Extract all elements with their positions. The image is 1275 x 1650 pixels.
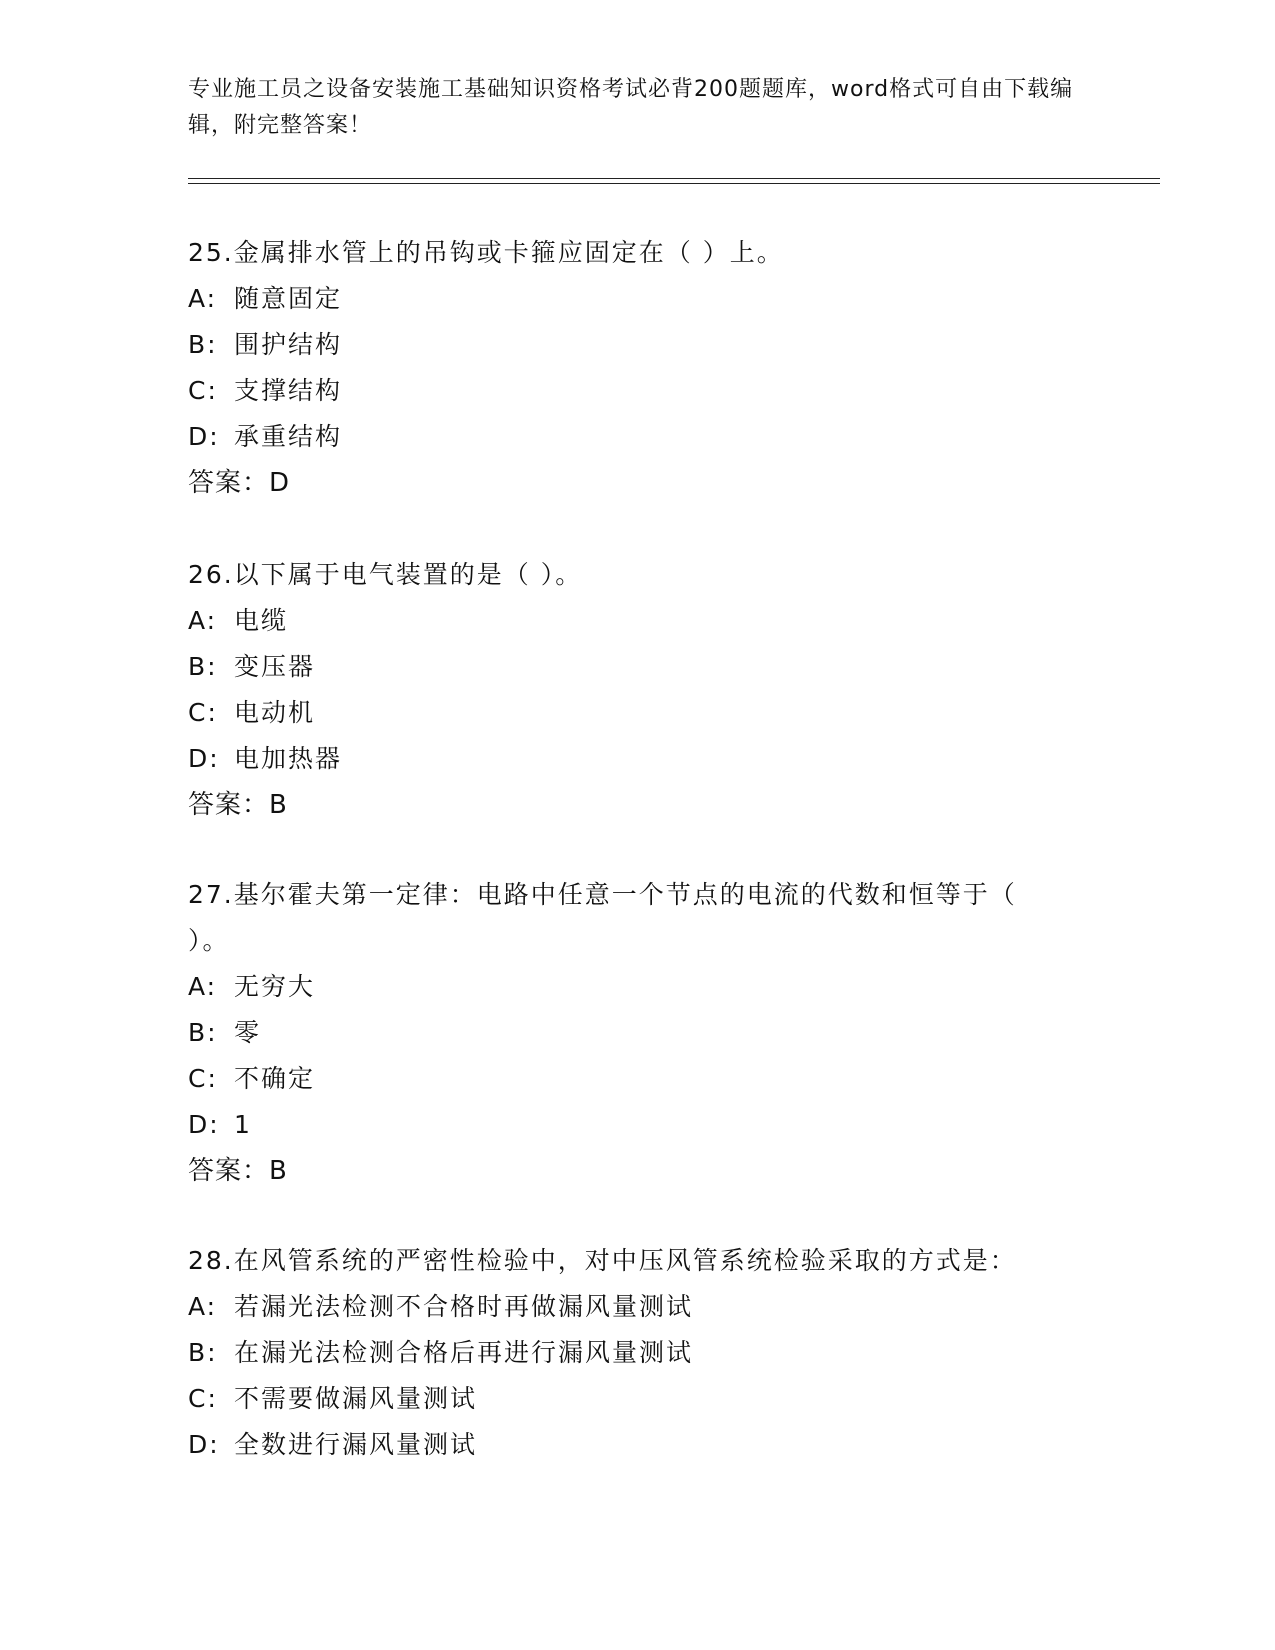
option-text: 不确定 bbox=[234, 1064, 316, 1093]
question-28 bbox=[188, 1238, 1128, 1468]
option-d bbox=[188, 414, 1128, 460]
option-key: D: bbox=[188, 1110, 220, 1139]
option-a bbox=[188, 598, 1128, 644]
option-c bbox=[188, 1056, 1068, 1102]
option-key: C: bbox=[188, 376, 218, 405]
option-text: 围护结构 bbox=[234, 330, 343, 359]
option-key: A: bbox=[188, 284, 218, 313]
question-stem: 26.以下属于电气装置的是（ ）。 bbox=[188, 560, 583, 589]
option-key: C: bbox=[188, 698, 218, 727]
option-text: 不需要做漏风量测试 bbox=[234, 1384, 478, 1413]
option-key: B: bbox=[188, 1018, 218, 1047]
option-text: 在漏光法检测合格后再进行漏风量测试 bbox=[234, 1338, 694, 1367]
header-divider-bottom bbox=[188, 183, 1160, 184]
option-key: A: bbox=[188, 606, 218, 635]
option-text: 随意固定 bbox=[234, 284, 343, 313]
option-key: A: bbox=[188, 1292, 218, 1321]
option-b bbox=[188, 644, 1128, 690]
option-c bbox=[188, 690, 1128, 736]
option-d bbox=[188, 1102, 1068, 1148]
option-key: D: bbox=[188, 422, 220, 451]
option-d bbox=[188, 736, 1128, 782]
option-key: B: bbox=[188, 330, 218, 359]
question-stem: 27.基尔霍夫第一定律：电路中任意一个节点的电流的代数和恒等于（ ）。 bbox=[188, 880, 1017, 955]
answer: 答案：D bbox=[188, 468, 291, 498]
option-a bbox=[188, 276, 1128, 322]
option-key: B: bbox=[188, 652, 218, 681]
header-divider-top bbox=[188, 178, 1160, 179]
answer: 答案：B bbox=[188, 790, 288, 820]
option-text: 零 bbox=[234, 1018, 262, 1047]
option-text: 电缆 bbox=[234, 606, 289, 635]
option-key: C: bbox=[188, 1384, 218, 1413]
option-text: 变压器 bbox=[234, 652, 316, 681]
option-key: C: bbox=[188, 1064, 218, 1093]
option-text: 若漏光法检测不合格时再做漏风量测试 bbox=[234, 1292, 694, 1321]
option-c bbox=[188, 368, 1128, 414]
option-text: 1 bbox=[234, 1110, 252, 1139]
option-text: 承重结构 bbox=[234, 422, 343, 451]
question-25 bbox=[188, 230, 1128, 506]
option-c bbox=[188, 1376, 1128, 1422]
option-key: B: bbox=[188, 1338, 218, 1367]
option-b bbox=[188, 322, 1128, 368]
option-b bbox=[188, 1010, 1068, 1056]
question-stem: 25.金属排水管上的吊钩或卡箍应固定在（ ）上。 bbox=[188, 238, 784, 267]
question-26 bbox=[188, 552, 1128, 828]
option-key: D: bbox=[188, 1430, 220, 1459]
option-a bbox=[188, 964, 1068, 1010]
document-title: 专业施工员之设备安装施工基础知识资格考试必背200题题库，word格式可自由下载编辑，附完整答案！ bbox=[188, 77, 1074, 138]
option-b bbox=[188, 1330, 1128, 1376]
option-key: D: bbox=[188, 744, 220, 773]
option-text: 全数进行漏风量测试 bbox=[234, 1430, 478, 1459]
question-27 bbox=[188, 872, 1068, 1194]
option-text: 电动机 bbox=[234, 698, 316, 727]
option-text: 无穷大 bbox=[234, 972, 316, 1001]
option-a bbox=[188, 1284, 1128, 1330]
answer: 答案：B bbox=[188, 1156, 288, 1186]
option-text: 支撑结构 bbox=[234, 376, 343, 405]
option-text: 电加热器 bbox=[234, 744, 343, 773]
question-stem: 28.在风管系统的严密性检验中，对中压风管系统检验采取的方式是： bbox=[188, 1246, 1017, 1275]
option-key: A: bbox=[188, 972, 218, 1001]
option-d bbox=[188, 1422, 1128, 1468]
